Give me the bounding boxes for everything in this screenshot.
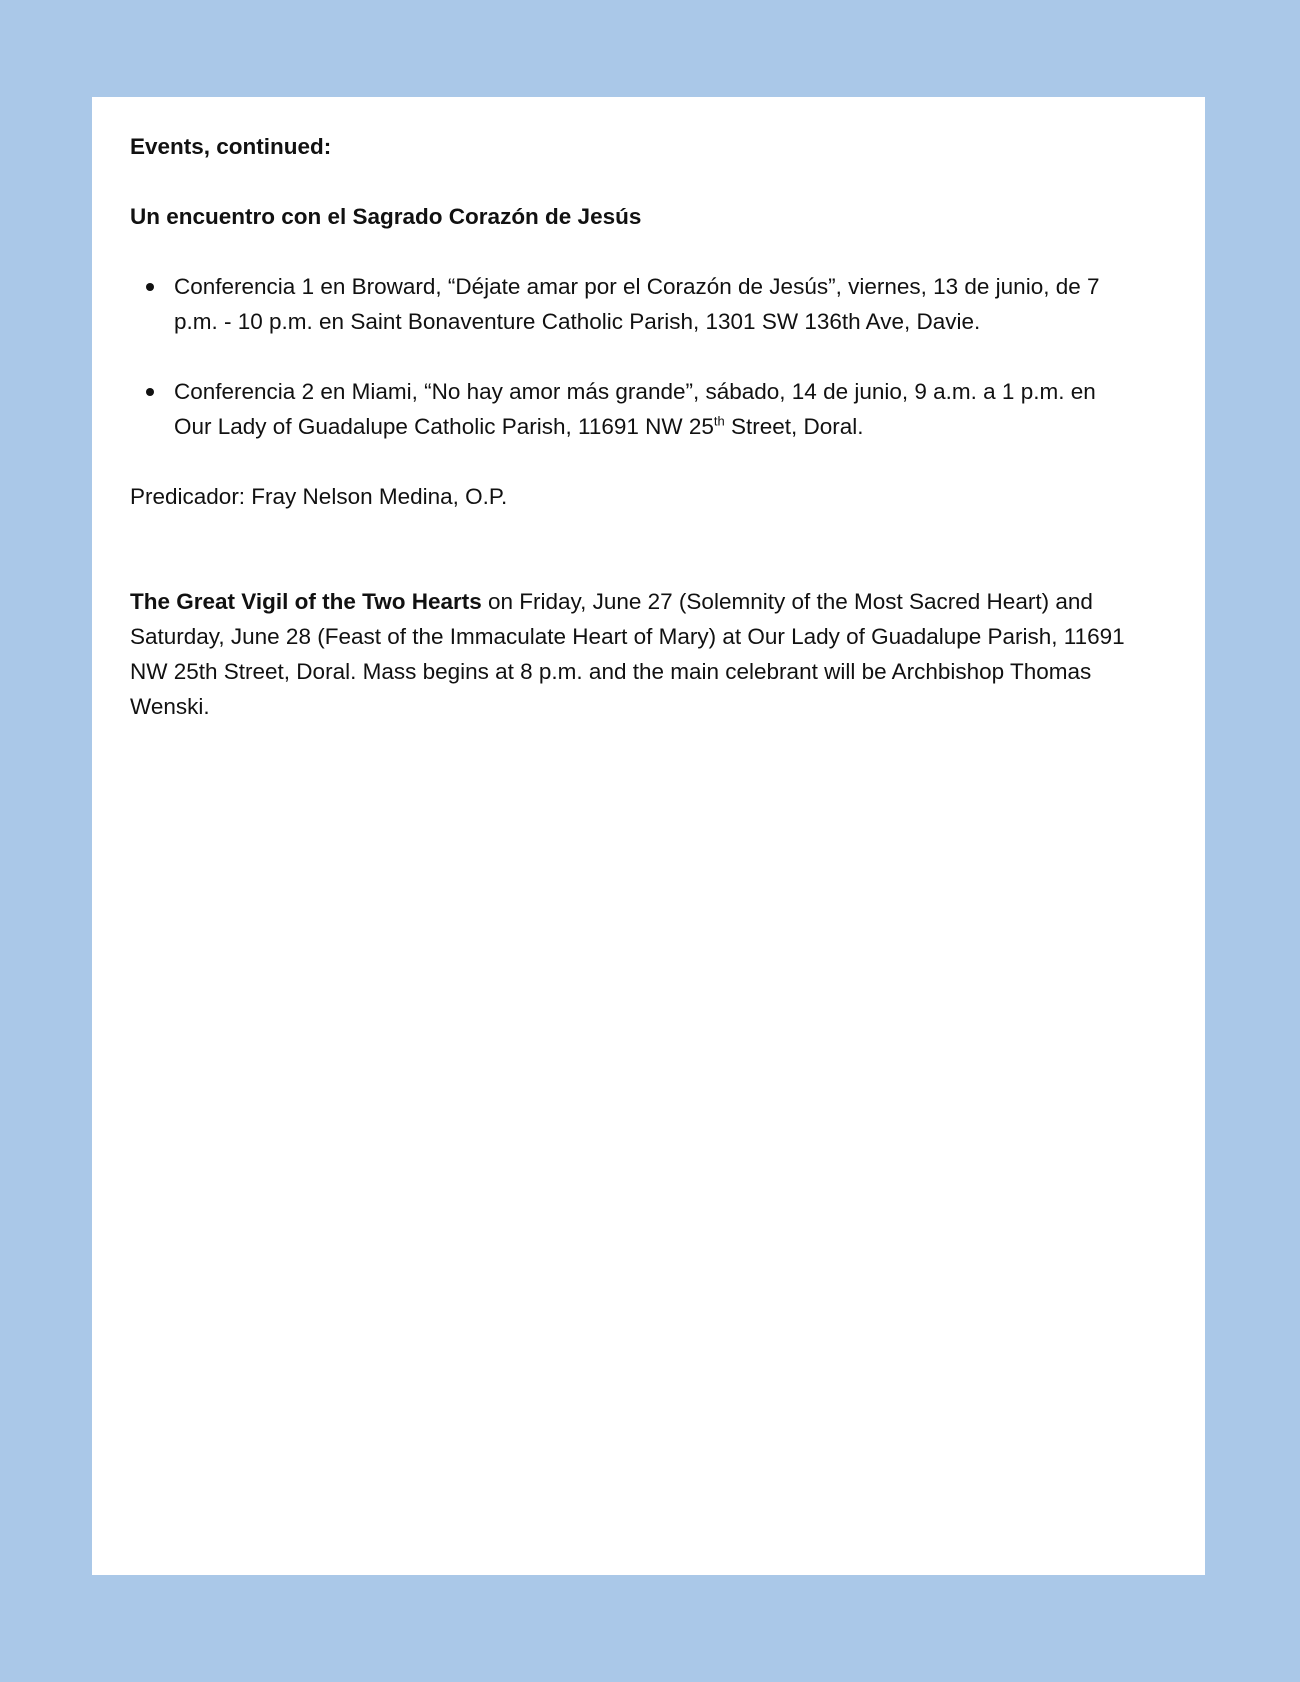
bullet-icon bbox=[146, 283, 154, 291]
events-heading: Events, continued: bbox=[130, 134, 332, 159]
conference-1-text: Conferencia 1 en Broward, “Déjate amar por el Corazón de Jesús”, viernes, 13 de junio, de 7 p.m. - 10 p.m. en Saint Bonaventure Catholic Parish, 1301 SW 136th Ave, Davie. bbox=[174, 274, 1100, 334]
vigil-paragraph bbox=[130, 584, 1130, 724]
bullet-icon bbox=[146, 388, 154, 396]
ordinal-superscript: th bbox=[713, 413, 725, 429]
list-item bbox=[130, 269, 1134, 339]
vigil-title: The Great Vigil of the Two Hearts bbox=[130, 589, 482, 614]
preacher-line: Predicador: Fray Nelson Medina, O.P. bbox=[130, 484, 508, 509]
vigil-body: on Friday, June 27 (Solemnity of the Most Sacred Heart) and Saturday, June 28 (Feast of the Immaculate Heart of Mary) at Our Lady of Guadalupe Parish, 11691 NW 25th Street, Doral. Mass begins at 8 p.m. and the main celebrant will be Archbishop Thomas Wenski. bbox=[130, 589, 1125, 719]
document-page bbox=[92, 97, 1205, 1575]
conference-list bbox=[130, 269, 1167, 444]
conference-2-text: Conferencia 2 en Miami, “No hay amor más grande”, sábado, 14 de junio, 9 a.m. a 1 p.m. en Our Lady of Guadalupe Catholic Parish, 11691 NW 25 bbox=[174, 379, 1096, 439]
conference-2-text-end: Street, Doral. bbox=[724, 414, 864, 439]
list-item bbox=[130, 374, 1134, 444]
section-title: Un encuentro con el Sagrado Corazón de Jesús bbox=[130, 204, 642, 229]
